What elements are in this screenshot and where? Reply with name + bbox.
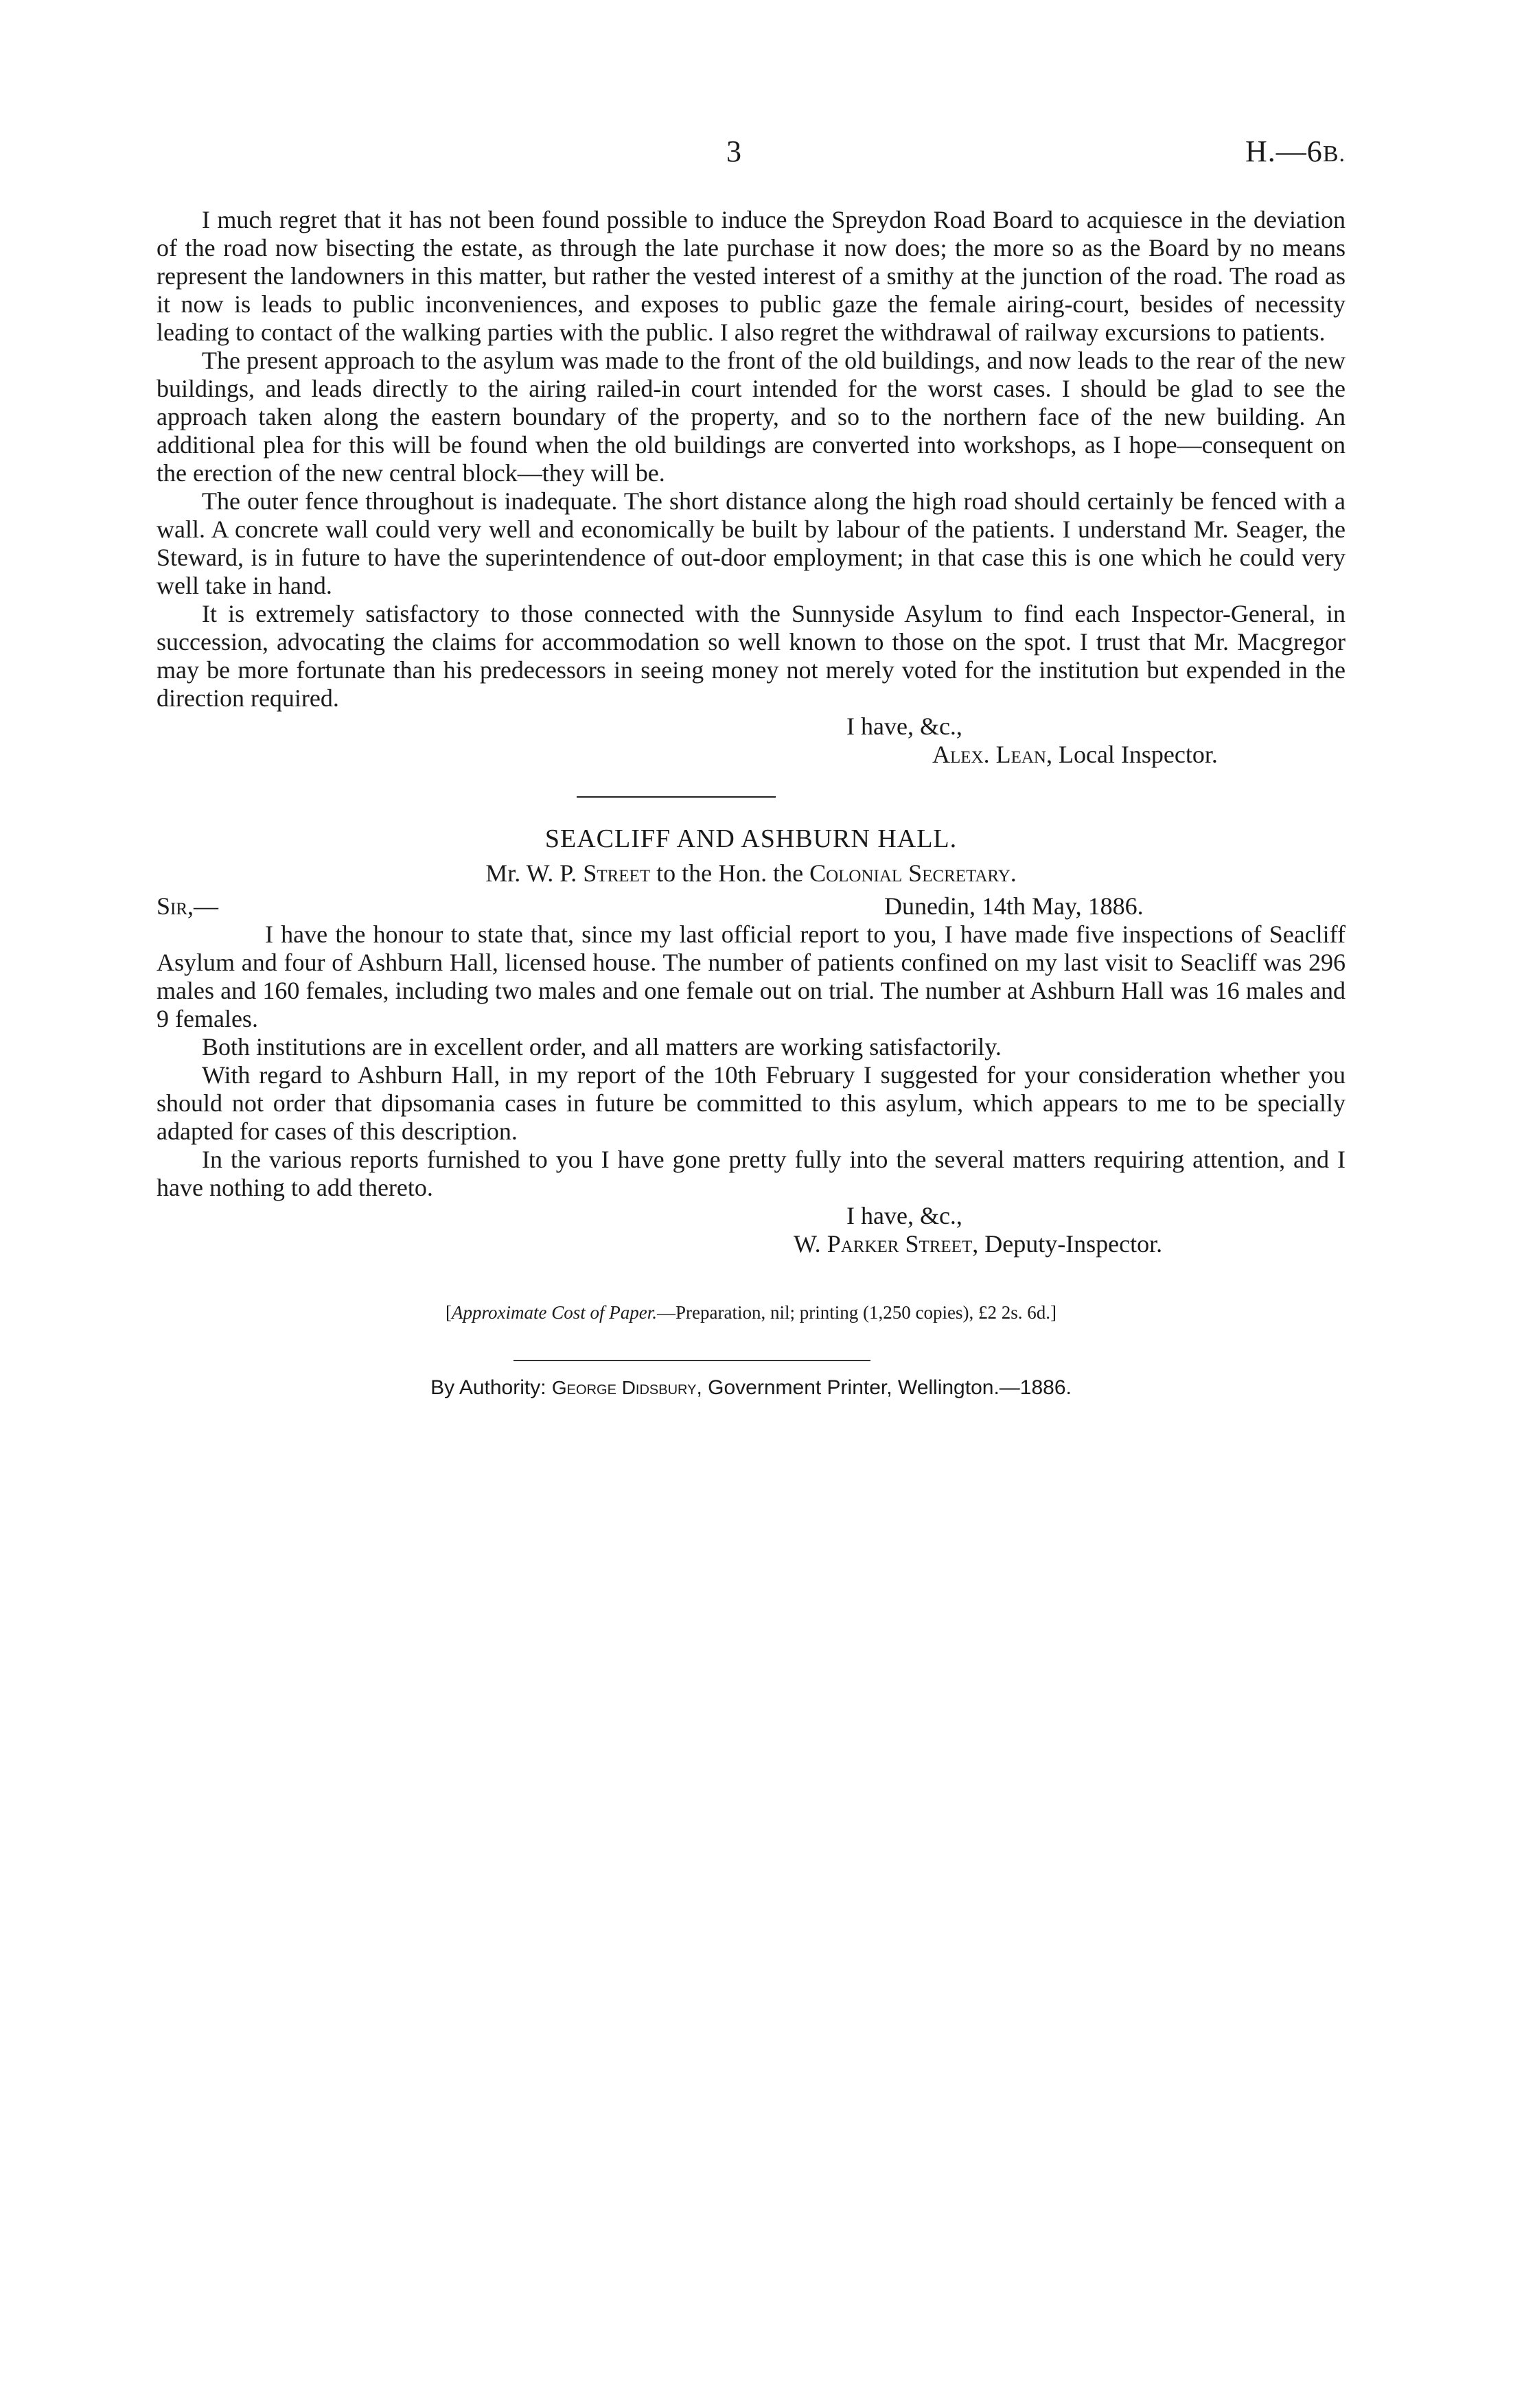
recipient-prefix: to the Hon. the — [656, 859, 804, 887]
signature-name: Alex. Lean — [932, 741, 1046, 768]
document-reference-suffix: B. — [1322, 141, 1346, 167]
signature-title: , Deputy-Inspector. — [972, 1230, 1163, 1258]
printer-imprint — [157, 1375, 1346, 1401]
page-number: 3 — [726, 135, 741, 168]
closing-line: I have, &c., — [846, 1202, 962, 1229]
paragraph: I have the honour to state that, since my last official report to you, I have made five inspections of Seacliff Asylum and four of Ashburn Hall, licensed house. The number of patients confined on my last visit to Seacliff was 296 males and 160 females, including two males and one female out on trial. The number at Ashburn Hall was 16 males and 9 females. — [157, 921, 1346, 1032]
paragraph: The outer fence throughout is inadequate. The short distance along the high road should certainly be fenced with a wall. A concrete wall could very well and economically be built by labour of the patients. I understand Mr. Seager, the Steward, is in future to have the superintendence of out-door employment; in that case this is one which he could very well take in hand. — [157, 487, 1346, 599]
cost-text: —Preparation, nil; printing (1,250 copies), £2 2s. 6d. — [657, 1302, 1050, 1323]
document-reference — [1245, 134, 1346, 169]
salutation: Sir,— — [157, 892, 219, 920]
paragraph: Both institutions are in excellent order, and all matters are working satisfactorily. — [202, 1033, 1002, 1061]
footer-divider — [513, 1360, 870, 1361]
signature-initial: W. — [794, 1230, 821, 1258]
cost-note: [Approximate Cost of Paper.—Preparation, nil; printing (1,250 copies), £2 2s. 6d.] — [446, 1302, 1057, 1323]
closing-line: I have, &c., — [846, 713, 962, 740]
letter-head — [157, 892, 1346, 921]
cost-label: Approximate Cost of Paper. — [452, 1302, 658, 1323]
sender-surname: Street — [583, 859, 651, 887]
imprint-prefix: By Authority: — [430, 1376, 546, 1399]
document-reference-prefix: H.—6 — [1245, 135, 1323, 168]
section-divider — [577, 796, 776, 798]
signature-title: , Local Inspector. — [1046, 741, 1218, 768]
signature-name: Parker Street — [827, 1230, 973, 1258]
place-date: Dunedin, 14th May, 1886. — [884, 892, 1144, 920]
seacliff-report — [157, 824, 1346, 1258]
section-title: SEACLIFF AND ASHBURN HALL. — [544, 824, 958, 853]
paragraph: The present approach to the asylum was made to the front of the old buildings, and now leads to the rear of the new buildings, and leads directly to the airing railed-in court intended for the worst cases. I should be glad to see the approach taken along the eastern boundary of the property, and so to the northern face of the new building. An additional plea for this will be found when the old buildings are converted into workshops, as I hope—consequent on the erection of the new central block—they will be. — [157, 347, 1346, 487]
paragraph: It is extremely satisfactory to those connected with the Sunnyside Asylum to find each Inspector-General, in succession, advocating the claims for accommodation so well known to those on the spot. I trust that Mr. Macgregor may be more fortunate than his predecessors in seeing money not merely voted for the institution but expended in the direction required. — [157, 600, 1346, 712]
signature — [157, 741, 1346, 769]
sunnyside-report — [157, 206, 1346, 769]
sender-initials: Mr. W. P. — [485, 859, 577, 887]
paragraph: I much regret that it has not been found possible to induce the Spreydon Road Board to acquiesce in the deviation of the road now bisecting the estate, as through the late purchase it now does; the more so as the Board by no means represent the landowners in this matter, but rather the vested interest of a smithy at the junction of the road. The road as it now is leads to public inconveniences, and exposes to public gaze the female airing-court, besides of necessity leading to contact of the walking parties with the public. I also regret the withdrawal of railway excursions to patients. — [157, 206, 1346, 346]
printer-name: George Didsbury — [551, 1377, 697, 1398]
paragraph: In the various reports furnished to you I have gone pretty fully into the several matters requiring attention, and I have nothing to add thereto. — [157, 1146, 1346, 1201]
recipient-title: Colonial Secretary. — [809, 859, 1017, 887]
page-content — [157, 206, 1346, 1401]
paragraph: With regard to Ashburn Hall, in my report of the 10th February I suggested for your consideration whether you should not order that dipsomania cases in future be committed to this asylum, which appears to me to be specially adapted for cases of this description. — [157, 1061, 1346, 1145]
signature — [157, 1230, 1346, 1258]
imprint-suffix: , Government Printer, Wellington.—1886. — [696, 1376, 1072, 1399]
letter-addressing — [157, 858, 1346, 888]
